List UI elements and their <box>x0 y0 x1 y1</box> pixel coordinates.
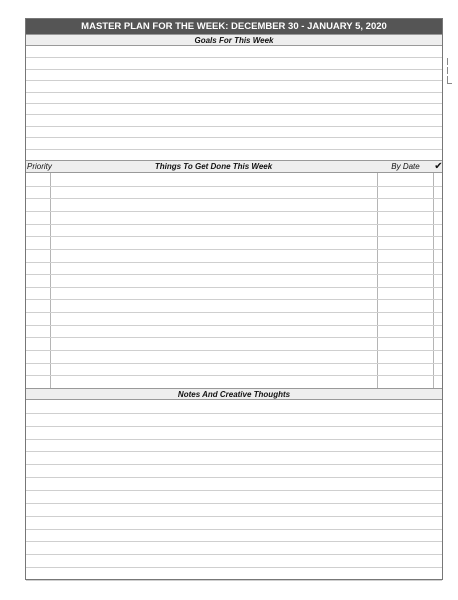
notes-rule-line <box>26 529 442 530</box>
task-row-line <box>26 325 442 326</box>
goals-rule-line <box>26 137 442 138</box>
goals-rule-line <box>26 57 442 58</box>
tasks-header-row <box>26 160 442 173</box>
task-row-line <box>26 224 442 225</box>
task-row-line <box>26 350 442 351</box>
notes-rule-line <box>26 490 442 491</box>
task-row-line <box>26 262 442 263</box>
task-row-line <box>26 375 442 376</box>
notes-rule-line <box>26 413 442 414</box>
by-date-column-divider <box>377 173 378 388</box>
goals-rule-line <box>26 114 442 115</box>
tasks-table[interactable] <box>26 173 442 388</box>
notes-rule-line <box>26 580 442 581</box>
notes-rule-line <box>26 477 442 478</box>
task-row-line <box>26 363 442 364</box>
goals-rule-line <box>26 126 442 127</box>
notes-rule-line <box>26 567 442 568</box>
task-row-line <box>26 274 442 275</box>
checkmark-icon: ✔ <box>434 161 443 172</box>
margin-tick-marks <box>447 58 455 84</box>
task-row-line <box>26 249 442 250</box>
notes-rule-line <box>26 503 442 504</box>
priority-column-header: Priority <box>27 162 52 171</box>
goals-rule-line <box>26 69 442 70</box>
goals-rule-line <box>26 80 442 81</box>
goals-lines[interactable] <box>26 46 442 160</box>
task-row-line <box>26 287 442 288</box>
notes-rule-line <box>26 541 442 542</box>
check-column-divider <box>433 173 434 388</box>
by-date-column-header: By Date <box>391 162 420 171</box>
notes-rule-line <box>26 554 442 555</box>
task-row-line <box>26 186 442 187</box>
goals-heading: Goals For This Week <box>26 34 442 46</box>
task-row-line <box>26 299 442 300</box>
notes-lines[interactable] <box>26 400 442 580</box>
notes-rule-line <box>26 451 442 452</box>
notes-heading: Notes And Creative Thoughts <box>26 388 442 400</box>
goals-rule-line <box>26 149 442 150</box>
things-column-header: Things To Get Done This Week <box>154 162 273 171</box>
page-title: MASTER PLAN FOR THE WEEK: DECEMBER 30 - JANUARY 5, 2020 <box>26 19 442 34</box>
task-row-line <box>26 211 442 212</box>
task-row-line <box>26 236 442 237</box>
task-row-line <box>26 337 442 338</box>
notes-rule-line <box>26 464 442 465</box>
goals-rule-line <box>26 103 442 104</box>
task-row-line <box>26 198 442 199</box>
planner-sheet <box>25 18 443 580</box>
notes-rule-line <box>26 439 442 440</box>
goals-rule-line <box>26 92 442 93</box>
priority-column-divider <box>50 173 51 388</box>
notes-rule-line <box>26 516 442 517</box>
task-row-line <box>26 312 442 313</box>
notes-rule-line <box>26 426 442 427</box>
